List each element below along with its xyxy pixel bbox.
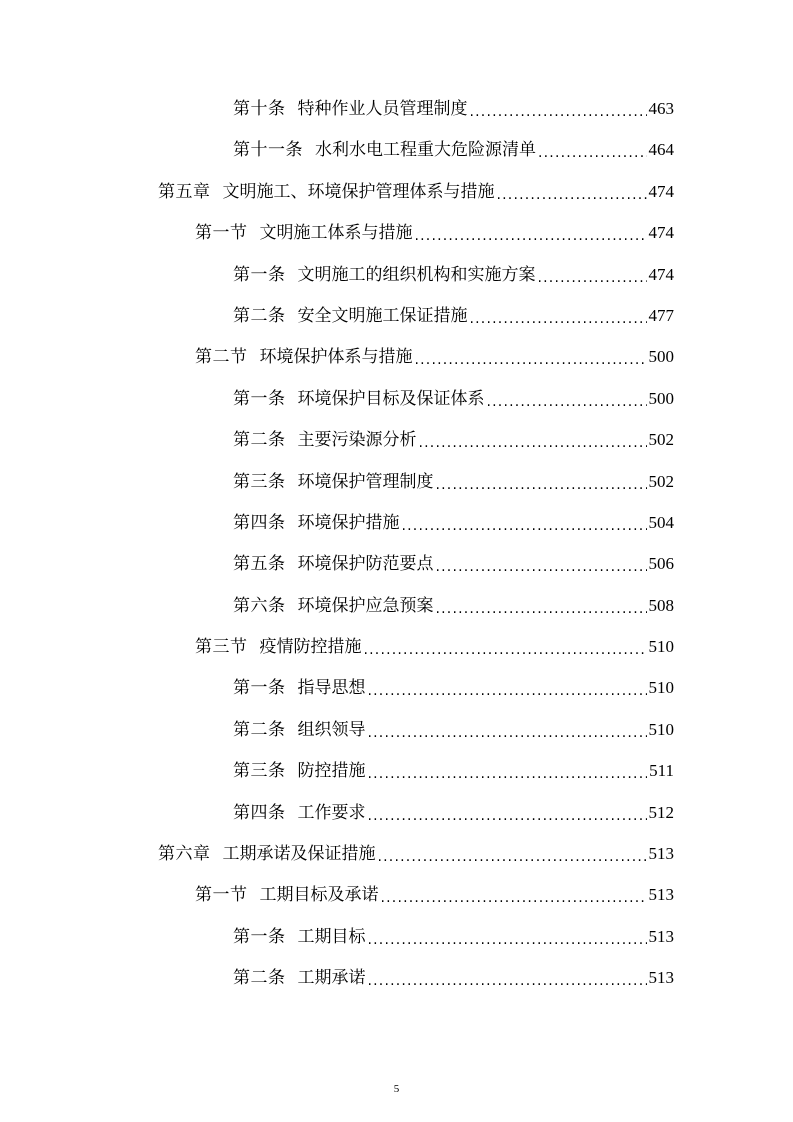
toc-entry-page: 500 bbox=[648, 347, 674, 367]
toc-entry-page: 512 bbox=[648, 802, 674, 822]
toc-entry-page: 477 bbox=[648, 305, 674, 325]
toc-entry-title: 特种作业人员管理制度 bbox=[297, 99, 468, 119]
toc-entry-page: 463 bbox=[648, 99, 674, 118]
toc-entry-line bbox=[233, 921, 674, 953]
toc-entry-number: 第一条 bbox=[233, 926, 286, 947]
toc-entry-title: 文明施工体系与措施 bbox=[259, 223, 413, 244]
toc-entry-title: 文明施工的组织机构和实施方案 bbox=[297, 264, 536, 285]
toc-entry[interactable] bbox=[0, 755, 793, 796]
toc-entry-title: 主要污染源分析 bbox=[297, 430, 417, 451]
page-number: 5 bbox=[393, 1083, 400, 1095]
toc-entry-line bbox=[195, 217, 674, 249]
toc-entry[interactable] bbox=[0, 176, 793, 217]
toc-entry-title: 工期承诺 bbox=[297, 968, 366, 989]
toc-entry[interactable] bbox=[0, 424, 793, 465]
toc-entry-page: 464 bbox=[648, 140, 674, 160]
toc-entry-number: 第二条 bbox=[233, 305, 286, 326]
toc-entry[interactable] bbox=[0, 383, 793, 424]
toc-entry-number: 第五章 bbox=[158, 181, 211, 202]
toc-entry[interactable] bbox=[0, 838, 793, 879]
toc-entry-line bbox=[233, 300, 674, 332]
toc-entry[interactable] bbox=[0, 134, 793, 175]
toc-entry-line bbox=[158, 176, 674, 208]
toc-dot-leader bbox=[487, 386, 647, 418]
toc-dot-leader bbox=[538, 262, 647, 294]
toc-entry-title: 组织领导 bbox=[297, 719, 366, 740]
toc-entry-page: 513 bbox=[648, 885, 674, 905]
toc-entry[interactable] bbox=[0, 507, 793, 548]
toc-entry[interactable] bbox=[0, 921, 793, 962]
toc-entry-title: 工期目标 bbox=[297, 926, 366, 947]
toc-dot-leader bbox=[368, 924, 647, 956]
toc-entry-title: 防控措施 bbox=[297, 761, 366, 782]
toc-entry-line bbox=[233, 962, 674, 994]
toc-entry-number: 第四条 bbox=[233, 802, 286, 823]
toc-entry-title: 疫情防控措施 bbox=[259, 637, 362, 658]
toc-entry-page: 513 bbox=[648, 968, 674, 988]
toc-entry-title: 环境保护应急预案 bbox=[297, 595, 434, 616]
toc-entry-number: 第一条 bbox=[233, 678, 286, 699]
toc-entry-number: 第三条 bbox=[233, 761, 286, 782]
toc-entry-page: 474 bbox=[648, 181, 674, 201]
toc-dot-leader bbox=[470, 96, 647, 128]
toc-entry[interactable] bbox=[0, 259, 793, 300]
toc-dot-leader bbox=[497, 179, 647, 211]
toc-dot-leader bbox=[415, 220, 647, 252]
toc-entry-number: 第一节 bbox=[195, 223, 248, 244]
toc-entry-line bbox=[233, 507, 674, 539]
toc-dot-leader bbox=[364, 634, 647, 666]
toc-entry[interactable] bbox=[0, 548, 793, 589]
toc-entry-title: 环境保护管理制度 bbox=[297, 471, 434, 492]
toc-entry-title: 文明施工、环境保护管理体系与措施 bbox=[222, 181, 495, 202]
toc-entry-number: 第十条 bbox=[233, 99, 286, 119]
toc-entry[interactable] bbox=[0, 300, 793, 341]
toc-entry-page: 500 bbox=[648, 388, 674, 408]
toc-entry-line bbox=[233, 714, 674, 746]
toc-entry-line bbox=[195, 341, 674, 373]
toc-entry[interactable] bbox=[0, 341, 793, 382]
toc-entry-number: 第一条 bbox=[233, 388, 286, 409]
toc-dot-leader bbox=[419, 427, 647, 459]
toc-entry[interactable] bbox=[0, 672, 793, 713]
toc-entry-title: 环境保护体系与措施 bbox=[259, 347, 413, 368]
toc-entry-title: 水利水电工程重大危险源清单 bbox=[315, 140, 536, 161]
toc-dot-leader bbox=[368, 717, 647, 749]
toc-entry-line bbox=[233, 548, 674, 580]
toc-entry-line bbox=[233, 672, 674, 704]
toc-entry-page: 506 bbox=[648, 554, 674, 574]
toc-entry-number: 第六章 bbox=[158, 844, 211, 865]
toc-entry-title: 环境保护防范要点 bbox=[297, 554, 434, 575]
toc-dot-leader bbox=[538, 137, 647, 169]
toc-entry[interactable] bbox=[0, 466, 793, 507]
toc-entry-page: 504 bbox=[648, 512, 674, 532]
toc-entry-number: 第六条 bbox=[233, 595, 286, 616]
toc-entry-line bbox=[195, 879, 674, 911]
toc-entry-page: 474 bbox=[648, 264, 674, 284]
toc-entry-number: 第二节 bbox=[195, 347, 248, 368]
toc-dot-leader bbox=[402, 510, 647, 542]
toc-entry-page: 502 bbox=[648, 471, 674, 491]
toc-entry-number: 第三节 bbox=[195, 637, 248, 658]
toc-dot-leader bbox=[378, 841, 647, 873]
toc-entry-page: 511 bbox=[649, 761, 674, 781]
toc-entry-line bbox=[233, 466, 674, 498]
toc-dot-leader bbox=[436, 593, 647, 625]
toc-entry[interactable] bbox=[0, 797, 793, 838]
toc-entry[interactable] bbox=[0, 714, 793, 755]
toc-entry-title: 指导思想 bbox=[297, 678, 366, 699]
toc-entry-title: 工期承诺及保证措施 bbox=[222, 844, 376, 865]
toc-dot-leader bbox=[368, 758, 648, 790]
table-of-contents bbox=[0, 93, 793, 1004]
toc-entry-title: 环境保护目标及保证体系 bbox=[297, 388, 485, 409]
toc-dot-leader bbox=[368, 965, 647, 997]
toc-entry-number: 第二条 bbox=[233, 719, 286, 740]
toc-entry[interactable] bbox=[0, 93, 793, 134]
toc-dot-leader bbox=[470, 303, 647, 335]
toc-entry-line bbox=[233, 797, 674, 829]
toc-dot-leader bbox=[436, 551, 647, 583]
toc-entry-line bbox=[233, 383, 674, 415]
toc-entry-line bbox=[158, 838, 674, 870]
toc-entry-line bbox=[195, 631, 674, 663]
toc-entry-line bbox=[233, 424, 674, 456]
toc-entry-page: 510 bbox=[648, 678, 674, 698]
toc-entry[interactable] bbox=[0, 631, 793, 672]
toc-entry-page: 502 bbox=[648, 430, 674, 450]
toc-entry-number: 第二条 bbox=[233, 430, 286, 451]
toc-entry-number: 第三条 bbox=[233, 471, 286, 492]
toc-entry[interactable] bbox=[0, 962, 793, 1003]
toc-entry-line bbox=[233, 259, 674, 291]
toc-entry[interactable] bbox=[0, 879, 793, 920]
toc-entry-title: 安全文明施工保证措施 bbox=[297, 305, 468, 326]
toc-entry-number: 第五条 bbox=[233, 554, 286, 575]
toc-entry-page: 508 bbox=[648, 595, 674, 615]
toc-entry-page: 474 bbox=[648, 223, 674, 243]
toc-entry-page: 510 bbox=[648, 719, 674, 739]
toc-dot-leader bbox=[415, 344, 647, 376]
toc-entry[interactable] bbox=[0, 217, 793, 258]
toc-entry-line bbox=[233, 590, 674, 622]
toc-dot-leader bbox=[381, 882, 647, 914]
toc-entry-page: 513 bbox=[648, 926, 674, 946]
toc-entry-number: 第一条 bbox=[233, 264, 286, 285]
toc-entry-page: 513 bbox=[648, 844, 674, 864]
toc-entry-number: 第二条 bbox=[233, 968, 286, 989]
toc-entry-line bbox=[233, 93, 674, 125]
toc-entry-title: 工作要求 bbox=[297, 802, 366, 823]
toc-entry-line bbox=[233, 755, 674, 787]
toc-entry-page: 510 bbox=[648, 637, 674, 657]
toc-entry-number: 第一节 bbox=[195, 885, 248, 906]
toc-entry-number: 第十一条 bbox=[233, 140, 303, 161]
toc-dot-leader bbox=[368, 675, 647, 707]
toc-dot-leader bbox=[368, 800, 647, 832]
toc-entry[interactable] bbox=[0, 590, 793, 631]
toc-entry-title: 环境保护措施 bbox=[297, 512, 400, 533]
toc-entry-line bbox=[233, 134, 674, 166]
toc-entry-number: 第四条 bbox=[233, 512, 286, 533]
toc-dot-leader bbox=[436, 469, 647, 501]
toc-entry-title: 工期目标及承诺 bbox=[259, 885, 379, 906]
